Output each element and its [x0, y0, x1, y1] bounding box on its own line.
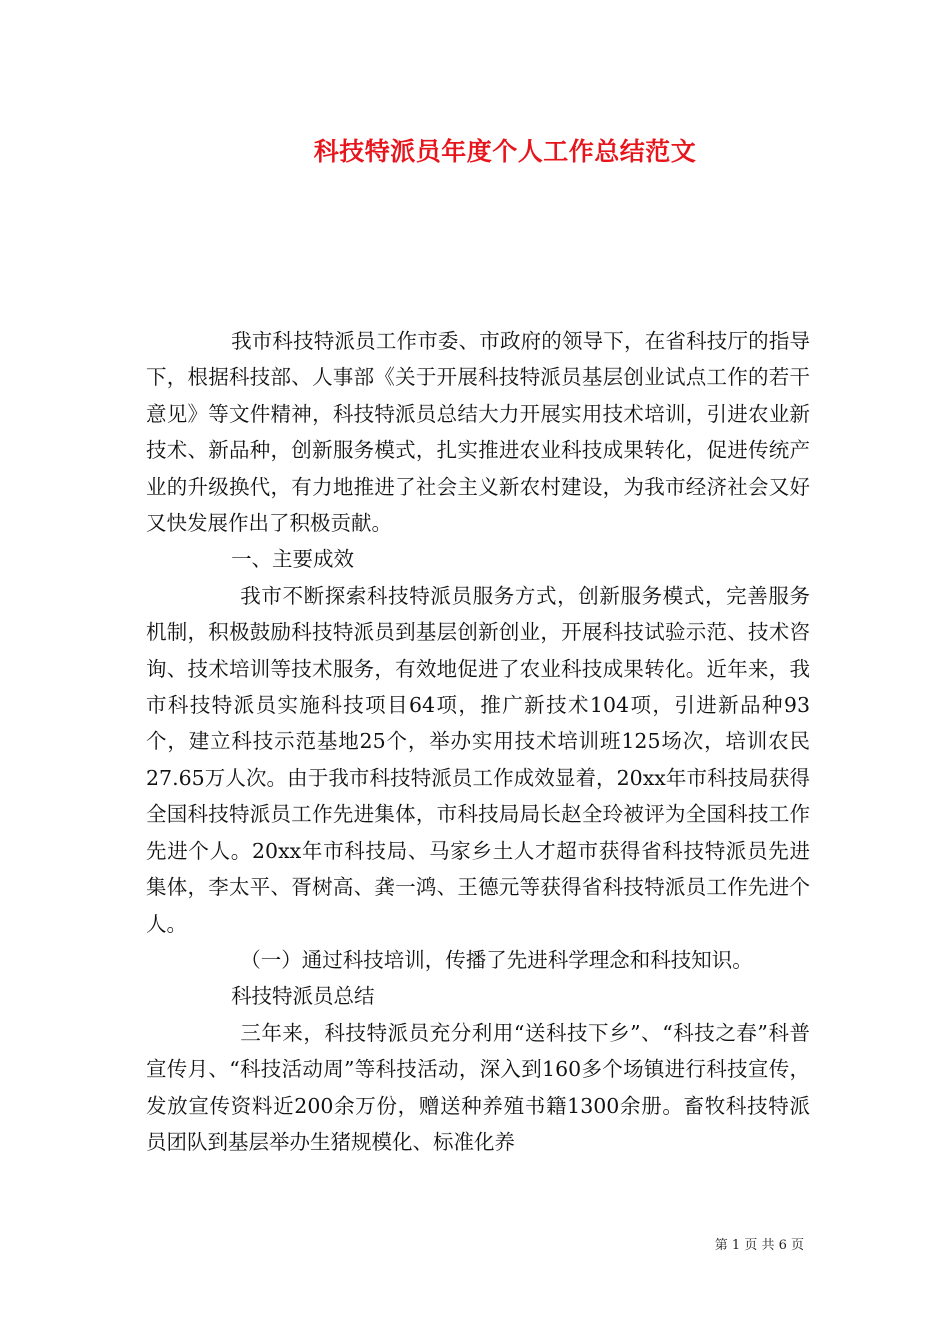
document-body	[146, 323, 810, 1160]
subsection-heading: （一）通过科技培训，传播了先进科学理念和科技知识。	[240, 947, 753, 972]
document-title: 科技特派员年度个人工作总结范文	[313, 137, 697, 166]
paragraph-intro: 我市科技特派员工作市委、市政府的领导下，在省科技厅的指导下，根据科技部、人事部《关于开展科技特派员基层创业试点工作的若干意见》等文件精神，科技特派员总结大力开展实用技术培训，引进农业新技术、新品种，创新服务模式，扎实推进农业科技成果转化，促进传统产业的升级换代，有力地推进了社会主义新农村建设，为我市经济社会又好又快发展作出了积极贡献。	[146, 329, 810, 536]
paragraph-training: 三年来，科技特派员充分利用“送科技下乡”、“科技之春”科普宣传月、“科技活动周”等科技活动，深入到160多个场镇进行科技宣传，发放宣传资料近200余万份，赠送种养殖书籍1300余册。畜牧科技特派员团队到基层举办生猪规模化、标准化养	[146, 1020, 810, 1154]
page-footer: 第 1 页 共 6 页	[714, 1238, 804, 1253]
paragraph-achievements: 我市不断探索科技特派员服务方式，创新服务模式，完善服务机制，积极鼓励科技特派员到基层创新创业，开展科技试验示范、技术咨询、技术培训等技术服务，有效地促进了农业科技成果转化。近年来，我市科技特派员实施科技项目64项，推广新技术104项，引进新品种93个，建立科技示范基地25个，举办实用技术培训班125场次，培训农民27.65万人次。由于我市科技特派员工作成效显着，20xx年市科技局获得全国科技特派员工作先进集体，市科技局局长赵全玲被评为全国科技工作先进个人。20xx年市科技局、马家乡土人才超市获得省科技特派员先进集体，李太平、胥树高、龚一鸿、王德元等获得省科技特派员工作先进个人。	[146, 583, 810, 936]
section-heading: 一、主要成效	[231, 547, 355, 572]
paragraph-label: 科技特派员总结	[231, 984, 375, 1009]
